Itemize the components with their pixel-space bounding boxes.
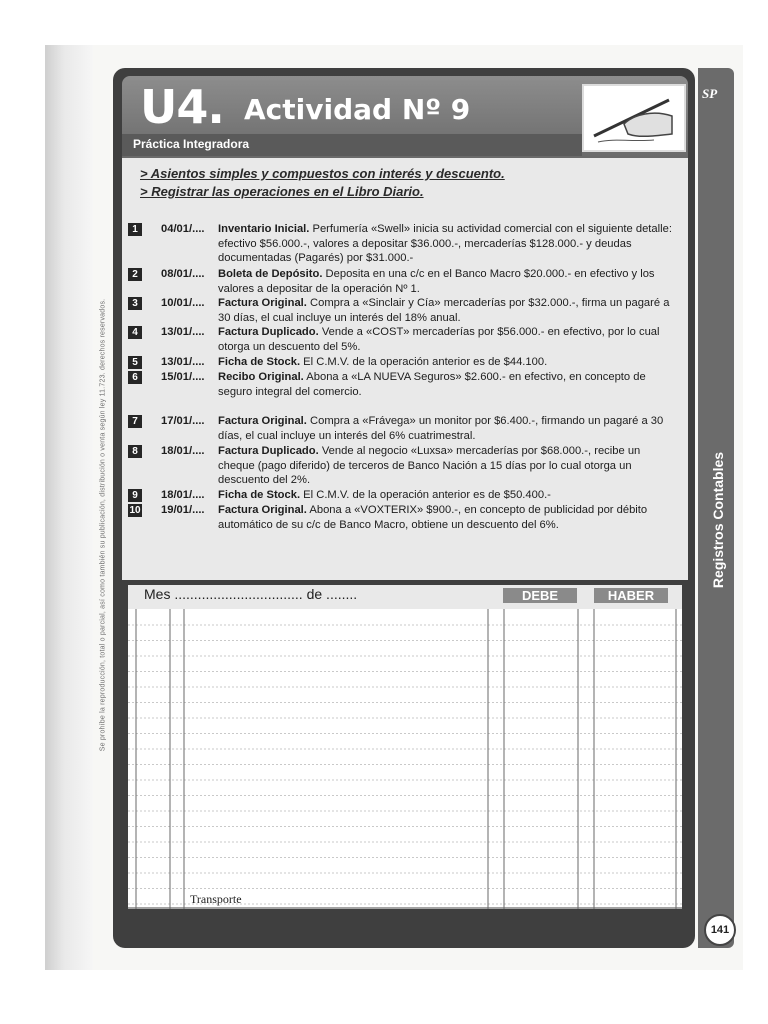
writing-hand-illustration xyxy=(582,84,686,152)
item-description xyxy=(218,222,680,266)
activity-subtitle: Práctica Integradora xyxy=(133,137,250,151)
item-document-type: Recibo Original. xyxy=(218,371,304,383)
item-detail: Abona a «VOXTERIX» $900.-, en concepto de publicidad por débito automático de su c/c de Banco Macro, obtiene un descuento del 6%. xyxy=(218,504,648,531)
month-field: Mes ................................. de ........ xyxy=(144,586,358,602)
item-document-type: Boleta de Depósito. xyxy=(218,268,323,280)
haber-header: HABER xyxy=(594,588,668,603)
item-date: 18/01/.... xyxy=(161,445,205,457)
item-date: 04/01/.... xyxy=(161,223,205,235)
item-description xyxy=(218,267,680,296)
item-description xyxy=(218,414,680,443)
item-detail: Compra a «Sinclair y Cía» mercaderías por $32.000.-, firma un pagaré a 30 días, el cual incluye un interés del 18% anual. xyxy=(218,297,670,324)
item-detail: Deposita en una c/c en el Banco Macro $20.000.- en efectivo y los valores a depositar de la operación Nº 1. xyxy=(218,268,655,295)
item-document-type: Ficha de Stock. xyxy=(218,356,301,368)
item-number: 5 xyxy=(128,356,142,369)
item-number: 10 xyxy=(129,505,141,516)
item-document-type: Ficha de Stock. xyxy=(218,489,301,501)
transporte-label: Transporte xyxy=(190,892,242,906)
item-detail: Perfumería «Swell» inicia su actividad comercial con el siguiente detalle: efectivo $56.000.-, valores a depositar $36.000.-, mercaderías $128.000.- y deudas documentadas (Pagarés) por $31.000.- xyxy=(218,223,672,265)
copyright-notice: Se prohíbe la reproducción, total o parcial, así como también su publicación, distribución o venta según ley 11.723. derechos reservados. xyxy=(99,298,107,752)
item-document-type: Factura Original. xyxy=(218,297,307,309)
item-document-type: Factura Duplicado. xyxy=(218,326,319,338)
hand-pen-icon xyxy=(584,86,684,150)
item-detail: El C.M.V. de la operación anterior es de $44.100. xyxy=(300,356,548,368)
item-date: 13/01/.... xyxy=(161,326,205,338)
item-description xyxy=(218,355,680,370)
item-detail: Vende al negocio «Luxsa» mercaderías por $68.000.-, recibe un cheque (pago diferido) de terceros de Banco Nación a 15 días por lo cual otorga un descuento del 2%. xyxy=(218,445,641,487)
ledger-grid xyxy=(128,609,682,909)
item-detail: El C.M.V. de la operación anterior es de $50.400.- xyxy=(300,489,551,501)
item-number: 7 xyxy=(128,415,142,428)
item-document-type: Inventario Inicial. xyxy=(218,223,310,235)
page-number: 141 xyxy=(704,914,736,946)
item-number: 2 xyxy=(128,268,142,281)
item-date: 15/01/.... xyxy=(161,371,205,383)
item-detail: Abona a «LA NUEVA Seguros» $2.600.- en efectivo, en concepto de seguro integral del comercio. xyxy=(218,371,646,398)
item-date: 18/01/.... xyxy=(161,489,205,501)
item-document-type: Factura Original. xyxy=(218,504,307,516)
item-number: 1 xyxy=(128,223,142,236)
item-description xyxy=(218,325,680,354)
item-description xyxy=(218,488,680,503)
item-detail: Vende a «COST» mercaderías por $56.000.- en efectivo, por lo cual otorga un descuento del 5%. xyxy=(218,326,660,353)
item-description xyxy=(218,370,680,399)
item-number: 9 xyxy=(128,489,142,502)
item-number: 8 xyxy=(128,445,142,458)
item-document-type: Factura Original. xyxy=(218,415,307,427)
item-date: 17/01/.... xyxy=(161,415,205,427)
objective-2: > Registrar las operaciones en el Libro Diario. xyxy=(140,184,424,199)
item-description xyxy=(218,296,680,325)
publisher-logo: SP xyxy=(702,86,718,101)
item-description xyxy=(218,503,680,532)
journal-ledger xyxy=(128,609,682,909)
item-document-type: Factura Duplicado. xyxy=(218,445,319,457)
unit-number: U4. xyxy=(140,80,224,134)
section-label: Registros Contables xyxy=(710,451,726,589)
item-number: 6 xyxy=(128,371,142,384)
item-description xyxy=(218,444,680,488)
item-date: 10/01/.... xyxy=(161,297,205,309)
book-gutter xyxy=(45,45,93,970)
activity-title: Actividad Nº 9 xyxy=(244,93,471,126)
item-date: 19/01/.... xyxy=(161,504,205,516)
debe-header: DEBE xyxy=(503,588,577,603)
item-number: 4 xyxy=(128,326,142,339)
item-detail: Compra a «Frávega» un monitor por $6.400.-, firmando un pagaré a 30 días, el cual incluye un interés del 6% cuatrimestral. xyxy=(218,415,664,442)
item-date: 13/01/.... xyxy=(161,356,205,368)
item-date: 08/01/.... xyxy=(161,268,205,280)
item-number: 3 xyxy=(128,297,142,310)
objective-1: > Asientos simples y compuestos con interés y descuento. xyxy=(140,166,505,181)
